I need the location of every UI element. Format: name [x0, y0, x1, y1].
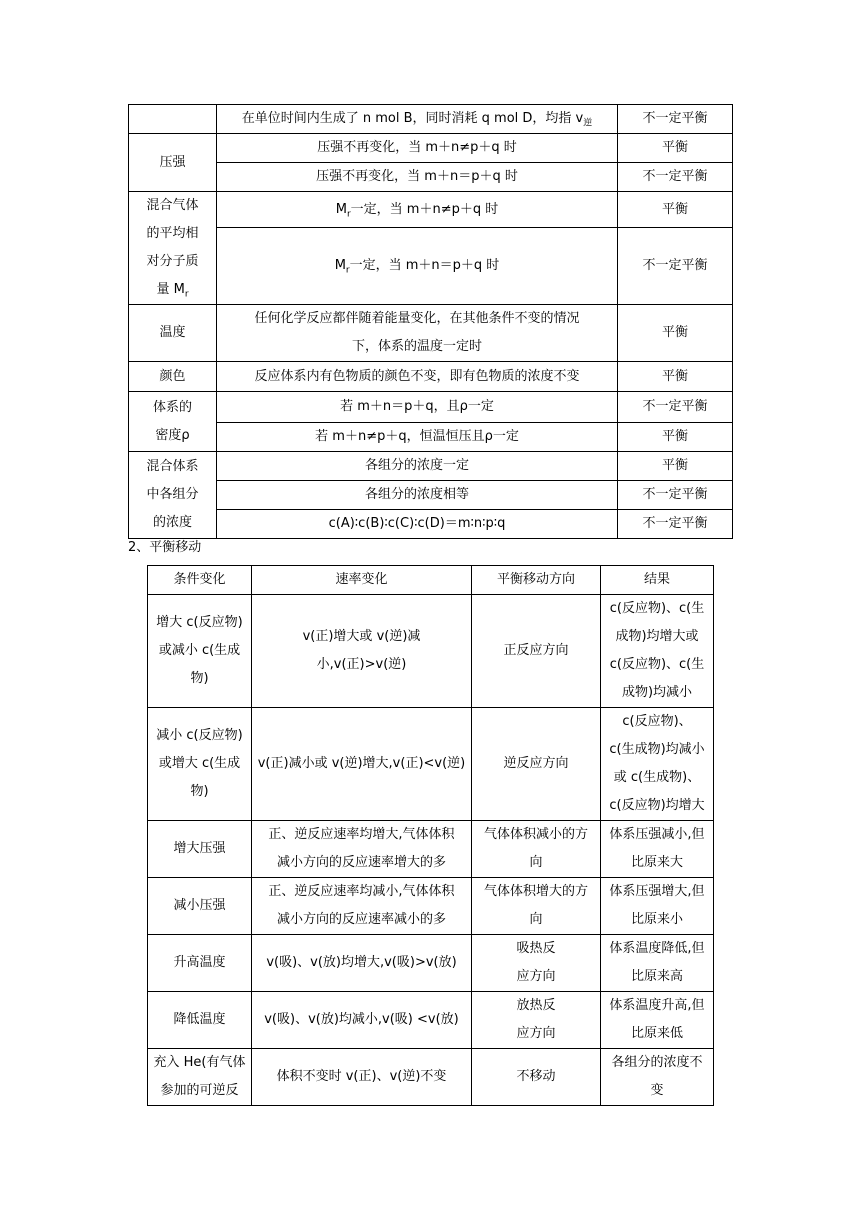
table-cell: 平衡 — [618, 305, 733, 362]
equilibrium-criteria-table — [128, 104, 733, 539]
table-row — [129, 105, 733, 134]
column-header: 条件变化 — [148, 566, 252, 595]
table-row — [129, 163, 733, 192]
column-header: 平衡移动方向 — [472, 566, 601, 595]
table-cell: 不一定平衡 — [618, 228, 733, 305]
table-cell: 压强不再变化，当 m＋n≠p＋q 时 — [217, 134, 618, 163]
table-cell: $M_r$一定，当 m＋n≠p＋q 时 — [217, 192, 618, 228]
table-cell: 逆反应方向 — [472, 708, 601, 821]
table-cell: 正、逆反应速率均增大,气体体积 减小方向的反应速率增大的多 — [252, 821, 472, 878]
table-cell: 各组分的浓度不 变 — [601, 1049, 714, 1106]
table-cell: 不一定平衡 — [618, 392, 733, 423]
column-header: 速率变化 — [252, 566, 472, 595]
table-row — [129, 452, 733, 481]
table-cell: 若 m＋n≠p＋q，恒温恒压且ρ一定 — [217, 423, 618, 452]
table-row — [148, 992, 714, 1049]
equilibrium-shift-table — [147, 565, 714, 1106]
table-row — [129, 228, 733, 305]
table-cell: 吸热反 应方向 — [472, 935, 601, 992]
table-cell: 增大压强 — [148, 821, 252, 878]
table-row — [148, 821, 714, 878]
table-cell: 不移动 — [472, 1049, 601, 1106]
table-cell: 压强不再变化，当 m＋n＝p＋q 时 — [217, 163, 618, 192]
table-cell: 体系压强增大,但 比原来小 — [601, 878, 714, 935]
table-cell: 放热反 应方向 — [472, 992, 601, 1049]
table-cell: 不一定平衡 — [618, 105, 733, 134]
table-cell: 正反应方向 — [472, 595, 601, 708]
table-cell: 各组分的浓度一定 — [217, 452, 618, 481]
row-label: 体系的 密度ρ — [129, 392, 217, 452]
table-cell: c(反应物)、 c(生成物)均减小 或 c(生成物)、 c(反应物)均增大 — [601, 708, 714, 821]
table-row — [129, 362, 733, 392]
table-row — [148, 878, 714, 935]
table-row — [148, 708, 714, 821]
row-label: 混合气体 的平均相 对分子质 量 $M_r$ — [129, 192, 217, 305]
table-row — [129, 510, 733, 539]
table-cell: 平衡 — [618, 362, 733, 392]
table-cell: 气体体积增大的方 向 — [472, 878, 601, 935]
table-row — [129, 423, 733, 452]
table-row — [148, 1049, 714, 1106]
row-label: 颜色 — [129, 362, 217, 392]
table-cell: c(A)∶c(B)∶c(C)∶c(D)＝m∶n∶p∶q — [217, 510, 618, 539]
column-header: 结果 — [601, 566, 714, 595]
table-cell: 在单位时间内生成了 n mol B，同时消耗 q mol D，均指 $v_逆$ — [217, 105, 618, 134]
table-cell: 反应体系内有色物质的颜色不变，即有色物质的浓度不变 — [217, 362, 618, 392]
table-cell: 气体体积减小的方 向 — [472, 821, 601, 878]
table-cell: 若 m＋n＝p＋q，且ρ一定 — [217, 392, 618, 423]
table-cell: 增大 c(反应物) 或减小 c(生成 物) — [148, 595, 252, 708]
table-row — [148, 595, 714, 708]
table-row — [129, 305, 733, 362]
table-cell: 减小压强 — [148, 878, 252, 935]
table-cell: v(吸)、v(放)均增大,v(吸)>v(放) — [252, 935, 472, 992]
table-cell: 平衡 — [618, 452, 733, 481]
table-cell: v(正)减小或 v(逆)增大,v(正)<v(逆) — [252, 708, 472, 821]
table-cell: 升高温度 — [148, 935, 252, 992]
table-row — [129, 192, 733, 228]
table-cell: 体系温度升高,但 比原来低 — [601, 992, 714, 1049]
table-cell: 任何化学反应都伴随着能量变化，在其他条件不变的情况 下，体系的温度一定时 — [217, 305, 618, 362]
table-cell: 不一定平衡 — [618, 481, 733, 510]
table-row — [129, 392, 733, 423]
row-label: 温度 — [129, 305, 217, 362]
table-cell: 正、逆反应速率均减小,气体体积 减小方向的反应速率减小的多 — [252, 878, 472, 935]
table-cell: 不一定平衡 — [618, 163, 733, 192]
table-cell: $M_r$一定，当 m＋n＝p＋q 时 — [217, 228, 618, 305]
row-label: 混合体系 中各组分 的浓度 — [129, 452, 217, 539]
table-cell: c(反应物)、c(生 成物)均增大或 c(反应物)、c(生 成物)均减小 — [601, 595, 714, 708]
table-cell: 减小 c(反应物) 或增大 c(生成 物) — [148, 708, 252, 821]
table-cell: 各组分的浓度相等 — [217, 481, 618, 510]
table-cell: 体系温度降低,但 比原来高 — [601, 935, 714, 992]
table-cell: 平衡 — [618, 423, 733, 452]
table-cell: v(正)增大或 v(逆)减 小,v(正)>v(逆) — [252, 595, 472, 708]
table-cell: 降低温度 — [148, 992, 252, 1049]
table-row — [129, 134, 733, 163]
table-cell: 体系压强减小,但 比原来大 — [601, 821, 714, 878]
table-cell — [129, 105, 217, 134]
table-header-row — [148, 566, 714, 595]
table-cell: 平衡 — [618, 134, 733, 163]
table-row — [129, 481, 733, 510]
table-cell: v(吸)、v(放)均减小,v(吸) <v(放) — [252, 992, 472, 1049]
table-cell: 充入 He(有气体 参加的可逆反 — [148, 1049, 252, 1106]
table-cell: 平衡 — [618, 192, 733, 228]
table-row — [148, 935, 714, 992]
table-cell: 体积不变时 v(正)、v(逆)不变 — [252, 1049, 472, 1106]
row-label: 压强 — [129, 134, 217, 192]
table-cell: 不一定平衡 — [618, 510, 733, 539]
section-heading: 2、平衡移动 — [128, 540, 202, 555]
